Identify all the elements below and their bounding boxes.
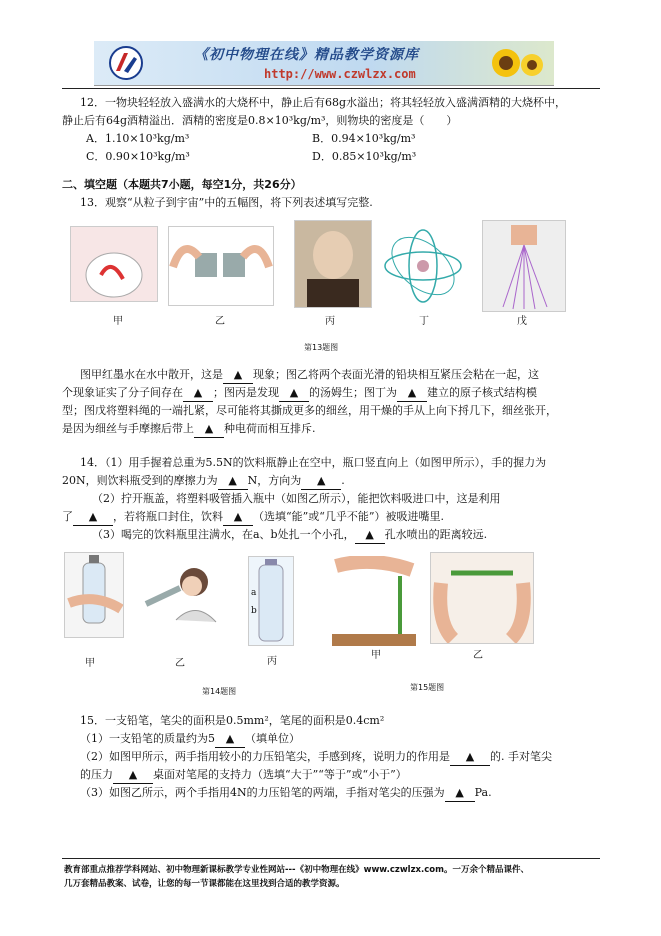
q14-blank-2[interactable]: ▲ — [301, 472, 341, 490]
q15-line5: （3）如图乙所示，两个手指用4N的力压铅笔的两端，手指对笔尖的压强为 ▲ Pa. — [80, 784, 492, 802]
footer-line2: 几万套精品教案、试卷，让您的每一节课都能在这里找到合适的教学资源。 — [64, 879, 345, 889]
bottle-mark-a: a — [251, 588, 257, 598]
header-title: 《初中物理在线》精品教学资源库 — [194, 47, 419, 63]
site-logo-icon — [108, 45, 144, 81]
q12-line2: 静止后有64g酒精溢出．酒精的密度是0.8×10³kg/m³，则物块的密度是（ ） — [62, 114, 458, 127]
q13-blank-2[interactable]: ▲ — [183, 384, 213, 402]
q13-figure-ding — [380, 226, 466, 306]
header-url[interactable]: http://www.czwlzx.com — [264, 67, 416, 81]
q12-option-b: B．0.94×10³kg/m³ — [312, 132, 416, 145]
sunflower-icon — [486, 43, 548, 83]
q13-label-wu: 戊 — [517, 316, 527, 327]
q13-figure-bing — [294, 220, 372, 308]
q14-label-jia: 甲 — [85, 658, 95, 669]
q13-text-line1: 图甲红墨水在水中散开，这是 ▲ 现象；图乙将两个表面光滑的铅块相互紧压会粘在一起，这 — [80, 366, 539, 384]
q12-option-d: D．0.85×10³kg/m³ — [312, 150, 417, 163]
q14-blank-1[interactable]: ▲ — [218, 472, 248, 490]
q13-text-line4: 是因为细丝与手摩擦后带上 ▲ 种电荷而相互排斥. — [62, 420, 316, 438]
q15-line3: （2）如图甲所示，两手指用较小的力压铅笔尖，手感到疼，说明力的作用是 ▲ 的. 手对笔尖 — [80, 748, 552, 766]
q13-blank-1[interactable]: ▲ — [223, 366, 253, 384]
q14-blank-5[interactable]: ▲ — [355, 526, 385, 544]
q15-label-jia: 甲 — [371, 650, 381, 661]
q13-blank-3[interactable]: ▲ — [279, 384, 309, 402]
q15-line2: （1）一支铅笔的质量约为5 ▲ （填单位） — [80, 730, 300, 748]
q12-option-a: A．1.10×10³kg/m³ — [86, 132, 190, 145]
footer-line1: 教育部重点推荐学科网站、初中物理新课标教学专业性网站---《初中物理在线》www.czwlzx.com。一万余个精品课件、 — [64, 865, 529, 875]
q14-line5: （3）喝完的饮料瓶里注满水，在a、b处扎一个小孔， ▲ 孔水喷出的距离较远. — [92, 526, 487, 544]
q14-figure-jia — [64, 552, 124, 638]
q15-figure-jia — [332, 556, 416, 646]
section2-heading: 二、填空题（本题共7小题，每空1分，共26分） — [62, 178, 302, 191]
header-rule — [62, 88, 600, 89]
q14-label-yi: 乙 — [175, 658, 185, 669]
q12-option-c: C．0.90×10³kg/m³ — [86, 150, 190, 163]
q14-line4: 了 ▲ ，若将瓶口封住，饮料 ▲ （选填“能”或“几乎不能”）被吸进嘴里. — [62, 508, 444, 526]
q14-line3: （2）拧开瓶盖，将塑料吸管插入瓶中（如图乙所示），能把饮料吸进口中，这是利用 — [92, 492, 501, 505]
q13-label-yi: 乙 — [215, 316, 225, 327]
q13-figure-wu — [482, 220, 566, 312]
q14-line2: 20N，则饮料瓶受到的摩擦力为 ▲ N，方向为 ▲ . — [62, 472, 345, 490]
header-banner — [94, 41, 554, 86]
q15-blank-4[interactable]: ▲ — [445, 784, 475, 802]
q13-figure-yi — [168, 226, 274, 306]
q14-label-bing: 丙 — [267, 656, 277, 667]
q13-figure-jia — [70, 226, 158, 302]
q15-blank-1[interactable]: ▲ — [215, 730, 245, 748]
q15-figure-yi — [430, 552, 534, 644]
footer-rule — [62, 858, 600, 859]
bottle-mark-b: b — [251, 606, 257, 616]
q14-figure-bing — [248, 556, 294, 646]
q13-blank-4[interactable]: ▲ — [397, 384, 427, 402]
q14-figure-yi — [136, 560, 224, 630]
q13-text-line3: 型；图戊将塑料绳的一端扎紧，尽可能将其撕成更多的细丝，用干燥的手从上向下捋几下，细丝张开， — [62, 404, 557, 417]
q15-figure-caption: 第15题图 — [410, 683, 445, 692]
q13-blank-5[interactable]: ▲ — [194, 420, 224, 438]
q15-blank-3[interactable]: ▲ — [113, 766, 153, 784]
q15-line4: 的压力 ▲ 桌面对笔尾的支持力（选填“大于”“等于”或“小于”） — [80, 766, 407, 784]
q13-figure-caption: 第13题图 — [304, 343, 339, 352]
q13-label-bing: 丙 — [325, 316, 335, 327]
q15-blank-2[interactable]: ▲ — [450, 748, 490, 766]
q13-intro: 13．观察“从粒子到宇宙”中的五幅图，将下列表述填写完整. — [80, 196, 373, 209]
q15-label-yi: 乙 — [473, 650, 483, 661]
q13-label-ding: 丁 — [419, 316, 429, 327]
q13-text-line2: 个现象证实了分子间存在 ▲ ；图丙是发现 ▲ 的汤姆生；图丁为 ▲ 建立的原子核式结构模 — [62, 384, 537, 402]
q14-figure-caption: 第14题图 — [202, 687, 237, 696]
q14-line1: 14．（1）用手握着总重为5.5N的饮料瓶静止在空中，瓶口竖直向上（如图甲所示），手的握力为 — [80, 456, 547, 469]
q14-blank-3[interactable]: ▲ — [73, 508, 113, 526]
q14-blank-4[interactable]: ▲ — [223, 508, 253, 526]
q13-label-jia: 甲 — [113, 316, 123, 327]
q15-line1: 15．一支铅笔，笔尖的面积是0.5mm²，笔尾的面积是0.4cm² — [80, 714, 385, 727]
q12-line1: 12．一物块轻轻放入盛满水的大烧杯中，静止后有68g水溢出；将其轻轻放入盛满酒精的大烧杯中， — [80, 96, 567, 109]
